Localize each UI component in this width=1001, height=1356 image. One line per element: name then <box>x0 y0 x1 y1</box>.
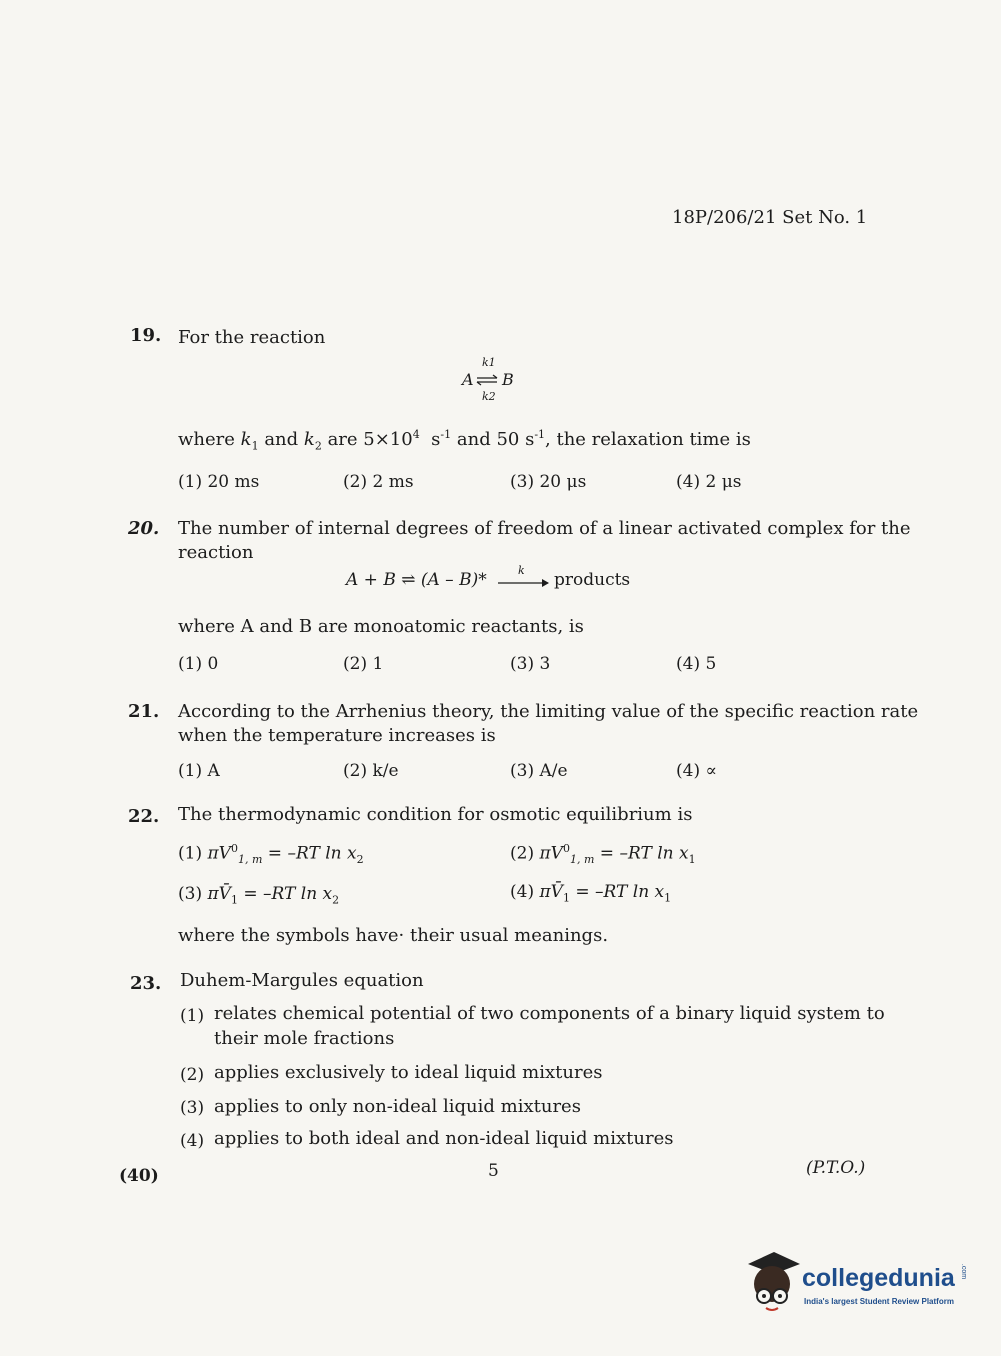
option-3: (3) 20 μs <box>510 472 587 492</box>
question-stem: Duhem-Margules equation <box>180 970 424 991</box>
activated-complex-equation <box>346 564 646 594</box>
option-1-label: (1) <box>180 1006 205 1026</box>
option-4 <box>510 882 671 904</box>
mascot-logo-icon <box>742 1250 800 1314</box>
k2-symbol: k <box>303 429 315 450</box>
option-2: (2) 2 ms <box>343 472 414 492</box>
arrow-right-icon <box>498 578 550 588</box>
subscript: 2 <box>332 893 340 907</box>
rhs-term: = –RT ln x <box>575 882 665 902</box>
text: and <box>264 429 299 450</box>
option-3-label: (3) <box>180 1098 205 1118</box>
paper-code: 18P/206/21 Set No. 1 <box>672 207 868 228</box>
question-stem-line1: According to the Arrhenius theory, the limiting value of the specific reaction rate <box>178 701 919 722</box>
footer-left: (40) <box>119 1166 159 1186</box>
question-number: 20. <box>128 518 160 539</box>
option-4: (4) 2 μs <box>676 472 742 492</box>
option-3: (3) A/e <box>510 761 568 781</box>
k1-symbol: k <box>240 429 252 450</box>
option-1: (1) 20 ms <box>178 472 260 492</box>
question-condition: where A and B are monoatomic reactants, is <box>178 616 584 637</box>
option-1-line2: their mole fractions <box>214 1028 395 1049</box>
brand-tld: .com <box>960 1263 968 1280</box>
superscript: -1 <box>440 428 452 441</box>
question-number: 19. <box>130 325 162 346</box>
subscript: 2 <box>356 853 364 867</box>
option-4: (4) 5 <box>676 654 717 674</box>
pi-v-term: πV̄ <box>539 882 563 902</box>
subscript: 1 <box>251 439 259 453</box>
option-3: (3) 3 <box>510 654 551 674</box>
option-1 <box>178 842 364 866</box>
subscript: 1 <box>562 891 570 905</box>
pi-v-term: πV <box>539 843 563 864</box>
subscript: 1 <box>230 893 238 907</box>
collegedunia-watermark <box>742 1250 972 1320</box>
option-label: (1) <box>178 843 203 864</box>
question-note: where the symbols have· their usual meanings. <box>178 925 609 946</box>
option-1-line1: relates chemical potential of two components of a binary liquid system to <box>214 1003 885 1024</box>
option-label: (2) <box>510 843 535 864</box>
option-4-text: applies to both ideal and non-ideal liquid mixtures <box>214 1128 674 1149</box>
question-number: 23. <box>130 973 162 994</box>
superscript: -1 <box>534 428 546 441</box>
question-number: 21. <box>128 701 160 722</box>
equilibrium-arrow-icon <box>476 374 498 386</box>
option-2-label: (2) <box>180 1065 205 1085</box>
text: , the relaxation time is <box>545 429 751 450</box>
superscript: 0 <box>562 842 570 855</box>
option-1: (1) 0 <box>178 654 219 674</box>
question-stem-line2: reaction <box>178 542 254 563</box>
k2-label: k2 <box>482 390 496 403</box>
footer-right: (P.T.O.) <box>806 1158 866 1178</box>
question-stem: The thermodynamic condition for osmotic equilibrium is <box>178 804 693 825</box>
text: s <box>431 429 441 450</box>
subscript: 1 <box>688 853 696 867</box>
subscript: 1, m <box>237 853 263 867</box>
pi-v-term: πV <box>207 843 231 864</box>
products: products <box>554 570 631 590</box>
superscript: 4 <box>412 428 420 441</box>
subscript: 1, m <box>569 853 595 867</box>
text: and 50 s <box>456 429 535 450</box>
text: are 5×10 <box>327 429 413 450</box>
species-a: A <box>462 370 474 389</box>
rhs-term: = –RT ln x <box>243 884 333 904</box>
brand-name: collegedunia <box>802 1264 955 1292</box>
rate-constant: k <box>518 564 525 577</box>
superscript: 0 <box>230 842 238 855</box>
rhs-term: = –RT ln x <box>267 843 357 864</box>
text: where <box>178 429 235 450</box>
question-stem-line2: when the temperature increases is <box>178 725 496 746</box>
reactants: A + B ⇌ (A – B)* <box>346 570 487 590</box>
option-2: (2) k/e <box>343 761 399 781</box>
k1-label: k1 <box>482 356 496 369</box>
question-condition <box>178 428 751 453</box>
subscript: 1 <box>664 891 672 905</box>
option-3 <box>178 884 339 906</box>
reaction-equation <box>460 356 530 406</box>
question-stem: For the reaction <box>178 327 326 348</box>
option-2-text: applies exclusively to ideal liquid mixtures <box>214 1062 603 1083</box>
subscript: 2 <box>314 439 322 453</box>
option-1: (1) A <box>178 761 220 781</box>
option-4-label: (4) <box>180 1131 205 1151</box>
rhs-term: = –RT ln x <box>599 843 689 864</box>
question-number: 22. <box>128 806 160 827</box>
question-stem-line1: The number of internal degrees of freedom of a linear activated complex for the <box>178 518 911 539</box>
brand-tagline: India's largest Student Review Platform <box>804 1297 954 1306</box>
page-number: 5 <box>488 1161 499 1181</box>
pi-v-term: πV̄ <box>207 884 231 904</box>
option-2 <box>510 842 696 866</box>
species-b: B <box>502 370 514 389</box>
option-label: (4) <box>510 882 535 902</box>
option-label: (3) <box>178 884 203 904</box>
option-3-text: applies to only non-ideal liquid mixtures <box>214 1096 581 1117</box>
option-4: (4) ∝ <box>676 761 717 781</box>
option-2: (2) 1 <box>343 654 384 674</box>
